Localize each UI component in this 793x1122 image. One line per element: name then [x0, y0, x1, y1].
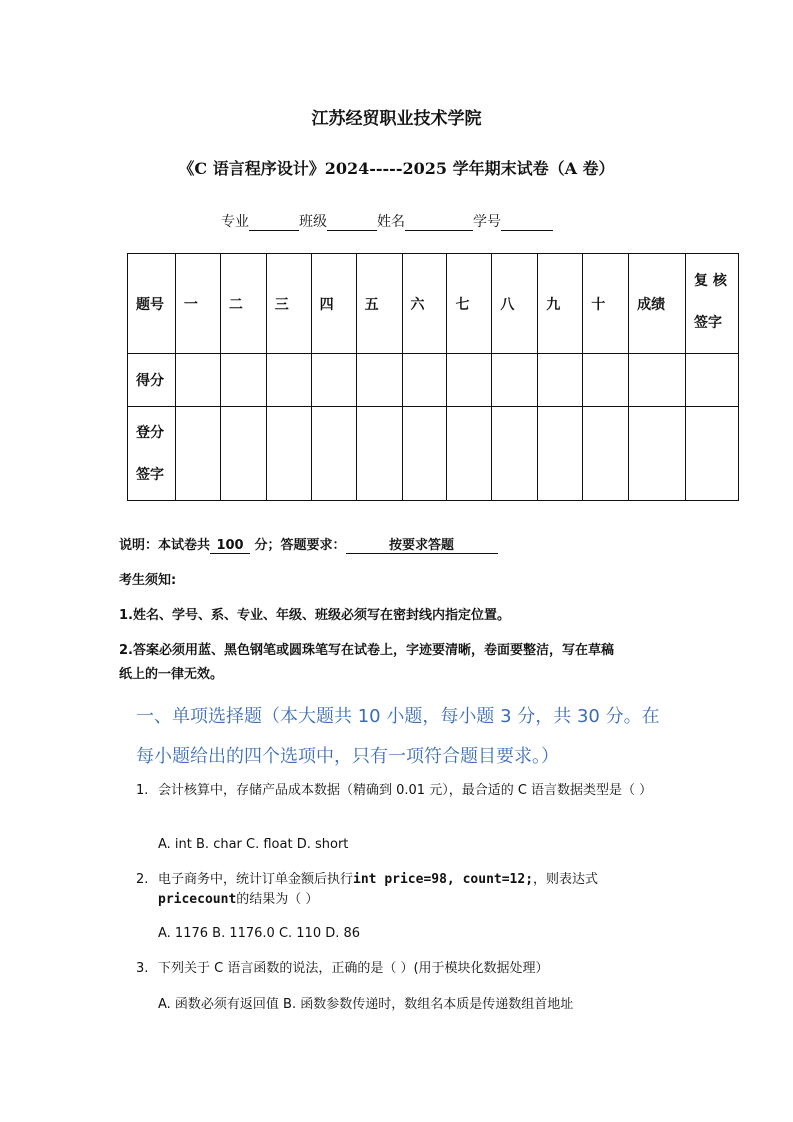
score-cell[interactable]	[311, 354, 356, 407]
notice-item-2b: 纸上的一律无效。	[119, 667, 224, 682]
question-number: 2.	[136, 872, 149, 887]
sign-cell[interactable]	[356, 407, 402, 501]
requirement-value: 按要求答题	[346, 534, 498, 554]
score-label-cell: 得分	[128, 354, 176, 407]
header-cell: 三	[266, 254, 311, 354]
question-text-part: ，则表达式	[533, 872, 599, 887]
question-text-part: 电子商务中，统计订单金额后执行	[158, 872, 354, 887]
review-sign-cell	[686, 254, 739, 354]
section-heading-line1: 一、单项选择题（本大题共 10 小题，每小题 3 分，共 30 分。在	[136, 706, 660, 727]
question-text: 下列关于 C 语言函数的说法，正确的是（ ）(用于模块化数据处理）	[158, 961, 549, 976]
score-cell[interactable]	[175, 354, 220, 407]
section-heading	[136, 697, 696, 777]
sign-cell[interactable]	[538, 407, 583, 501]
question-text-part: 的结果为（ ）	[236, 892, 319, 907]
question-text: 会计核算中，存储产品成本数据（精确到 0.01 元），最合适的 C 语言数据类型是（ ）	[158, 783, 653, 798]
header-cell: 二	[220, 254, 266, 354]
header-cell: 五	[356, 254, 402, 354]
question-text	[158, 870, 696, 910]
desc-mid: 分；答题要求：	[254, 538, 346, 553]
name-blank[interactable]	[405, 215, 473, 231]
header-cell: 一	[175, 254, 220, 354]
sign-cell[interactable]	[311, 407, 356, 501]
student-id-label: 学号	[473, 214, 501, 230]
header-cell: 九	[538, 254, 583, 354]
exam-description	[119, 534, 498, 554]
score-cell[interactable]	[266, 354, 311, 407]
sign-cell[interactable]	[175, 407, 220, 501]
code-snippet: int price=98, count=12;	[353, 872, 534, 887]
score-table	[127, 253, 739, 501]
question-number: 3.	[136, 961, 149, 976]
class-label: 班级	[299, 214, 327, 230]
question-number: 1.	[136, 783, 149, 798]
section-heading-line2: 每小题给出的四个选项中，只有一项符合题目要求。）	[136, 746, 559, 767]
question-3-options: A. 函数必须有返回值 B. 函数参数传递时，数组名本质是传递数组首地址	[158, 997, 574, 1012]
code-snippet: pricecount	[158, 892, 237, 907]
sign-cell[interactable]	[583, 407, 629, 501]
header-cell: 六	[402, 254, 447, 354]
question-1	[136, 781, 696, 801]
sign-cell[interactable]	[266, 407, 311, 501]
student-id-blank[interactable]	[501, 215, 553, 231]
major-blank[interactable]	[249, 215, 299, 231]
review-sign-line1: 复 核	[694, 273, 727, 289]
table-row	[128, 354, 739, 407]
header-cell: 七	[447, 254, 492, 354]
sign-cell[interactable]	[220, 407, 266, 501]
question-1-options: A. int B. char C. float D. short	[158, 837, 349, 852]
school-name: 江苏经贸职业技术学院	[311, 109, 482, 129]
student-info-fields	[221, 211, 553, 231]
notice-item-2a: 2.答案必须用蓝、黑色钢笔或圆珠笔写在试卷上，字迹要清晰，卷面要整洁，写在草稿	[119, 643, 614, 658]
score-cell[interactable]	[447, 354, 492, 407]
table-row	[128, 254, 739, 354]
class-blank[interactable]	[327, 215, 377, 231]
review-sign-line2: 签字	[694, 315, 723, 331]
register-line2: 签字	[136, 466, 164, 483]
header-cell: 四	[311, 254, 356, 354]
sign-cell[interactable]	[402, 407, 447, 501]
exam-title: 《C 语言程序设计》2024-----2025 学年期末试卷（A 卷）	[178, 159, 615, 178]
header-cell: 题号	[128, 254, 176, 354]
header-cell: 成绩	[629, 254, 686, 354]
score-cell[interactable]	[583, 354, 629, 407]
notice-item-1: 1.姓名、学号、系、专业、年级、班级必须写在密封线内指定位置。	[119, 608, 510, 623]
notice-title: 考生须知:	[119, 573, 177, 588]
header-cell: 八	[492, 254, 538, 354]
desc-prefix: 说明：本试卷共	[119, 538, 211, 553]
sign-cell[interactable]	[447, 407, 492, 501]
table-row	[128, 407, 739, 501]
register-line1: 登分	[136, 424, 164, 441]
sign-cell[interactable]	[492, 407, 538, 501]
question-2	[136, 870, 696, 910]
sign-cell[interactable]	[686, 407, 739, 501]
score-cell[interactable]	[492, 354, 538, 407]
header-cell: 十	[583, 254, 629, 354]
score-cell[interactable]	[538, 354, 583, 407]
sign-cell[interactable]	[629, 407, 686, 501]
register-sign-cell	[128, 407, 176, 501]
name-label: 姓名	[377, 214, 405, 230]
score-cell[interactable]	[402, 354, 447, 407]
score-cell[interactable]	[686, 354, 739, 407]
total-score-value: 100	[210, 538, 250, 554]
question-3	[136, 959, 696, 979]
major-label: 专业	[221, 214, 249, 230]
score-cell[interactable]	[356, 354, 402, 407]
score-cell[interactable]	[629, 354, 686, 407]
question-2-options: A. 1176 B. 1176.0 C. 110 D. 86	[158, 926, 361, 941]
score-cell[interactable]	[220, 354, 266, 407]
